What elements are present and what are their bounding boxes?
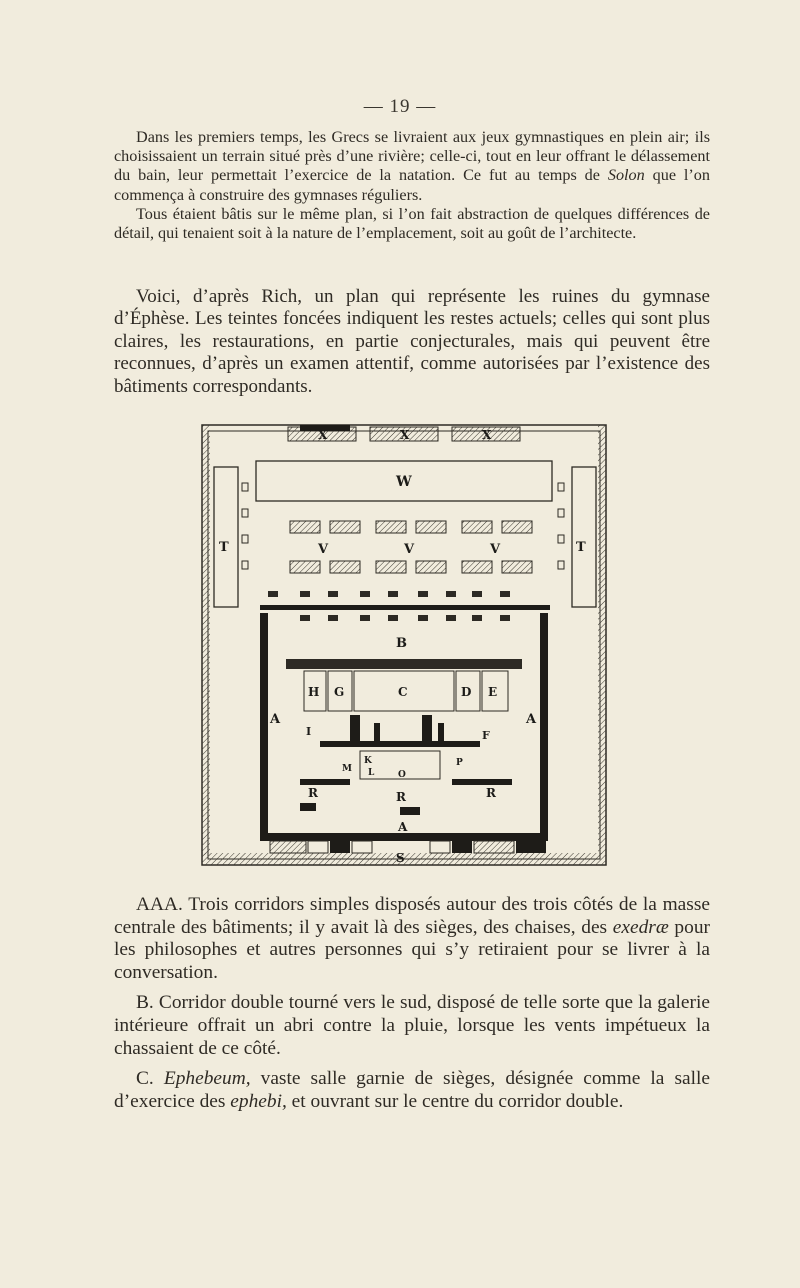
central-north-wall (286, 659, 522, 669)
label-v-1: V (318, 542, 329, 557)
label-d: D (461, 685, 472, 699)
intro-paragraph-2: Tous étaient bâtis sur le même plan, si l’on fait abstraction de quelques différences de détail, qui tenaient soit à la nature de l’emplacement, soit au goût de l’architecte. (114, 204, 710, 243)
label-a-south: A (398, 820, 408, 834)
gymnasium-plan-figure (200, 423, 610, 869)
east-wall-hatch (598, 425, 606, 855)
label-w: W (396, 474, 412, 490)
label-p: P (456, 758, 463, 768)
corridor-b-wall (260, 605, 550, 610)
note-text-part: et ouvrant sur le centre du corridor double. (286, 1090, 624, 1112)
label-r-center: R (396, 790, 406, 804)
label-f: F (482, 729, 490, 742)
label-x-2: X (400, 428, 410, 442)
label-o: O (398, 770, 406, 780)
label-g: G (334, 685, 345, 699)
west-wall-hatch (202, 425, 210, 855)
label-b: B (396, 636, 407, 651)
note-b: B. Corridor double tourné vers le sud, disposé de telle sorte que la galerie intérieure offrait un abri contre la pluie, lorsque les vents impétueux la chassaient de ce côté. (114, 992, 710, 1059)
label-r-west: R (308, 786, 318, 800)
intro-text-part: Dans les premiers temps, les Grecs se livraient aux jeux gymnastiques en plein air; ils choisissaient un terrain situé près d’une rivière; celle-ci, tout en leur offrant le délassement du bain, leur permettait l’exercice de la natation. Ce fut au temps de (114, 128, 710, 185)
legend-notes (114, 894, 710, 1121)
room-t-west (214, 467, 238, 607)
label-r-east: R (486, 786, 496, 800)
label-h: H (308, 685, 320, 699)
inner-piers (300, 715, 512, 815)
central-west-wall (260, 613, 268, 839)
description-paragraph: Voici, d’après Rich, un plan qui représente les ruines du gymnase d’Éphèse. Les teintes foncées indiquent les restes actuels; celles qui sont plus claires, les restaurations, en partie conjecturales, mais qui peuvent être reconnues, d’après un examen attentif, comme autorisées par l’existence des bâtiments correspondants. (114, 286, 710, 397)
label-v-3: V (490, 542, 501, 557)
label-l: L (368, 768, 375, 778)
label-x-1: X (318, 428, 328, 442)
label-c: C (398, 685, 408, 699)
label-k: K (364, 756, 372, 766)
note-aaa (114, 894, 710, 984)
label-i: I (306, 725, 312, 738)
ephebeum-term: Ephebeum, (163, 1068, 251, 1090)
intro-text (114, 128, 710, 243)
south-rooms (270, 841, 546, 853)
page-number: — 19 — (363, 96, 437, 117)
plan-drawing (200, 423, 610, 869)
note-text-part: AAA. Trois corridors simples disposés autour des trois côtés de la masse centrale des bâtiments; il y avait là des sièges, des chaises, des (114, 894, 710, 938)
label-v-2: V (404, 542, 415, 557)
label-s: S (396, 851, 405, 865)
label-t-west: T (219, 540, 229, 555)
ephebi-term: ephebi, (230, 1090, 287, 1112)
label-e: E (488, 685, 498, 699)
label-t-east: T (576, 540, 586, 555)
note-text-part: C. (136, 1068, 164, 1090)
intro-paragraph-1 (114, 128, 710, 205)
label-m: M (342, 764, 352, 774)
note-text-part: pour les philosophes et autres personnes qui s’y retiraient pour se livrer à la conversation. (114, 916, 710, 983)
exedrae-term: exedræ (612, 916, 669, 938)
note-text-part: vaste salle garnie de sièges, désignée comme la salle d’exercice des (114, 1068, 710, 1112)
description-text (114, 286, 710, 398)
label-x-3: X (482, 428, 492, 442)
label-a-west: A (270, 712, 281, 727)
note-c (114, 1068, 710, 1113)
label-a-east: A (526, 712, 537, 727)
solon-name: Solon (607, 166, 645, 185)
room-t-east (572, 467, 596, 607)
intro-text-part: que l’on commença à construire des gymnases réguliers. (114, 166, 710, 204)
central-east-wall (540, 613, 548, 839)
central-south-wall (260, 833, 548, 841)
